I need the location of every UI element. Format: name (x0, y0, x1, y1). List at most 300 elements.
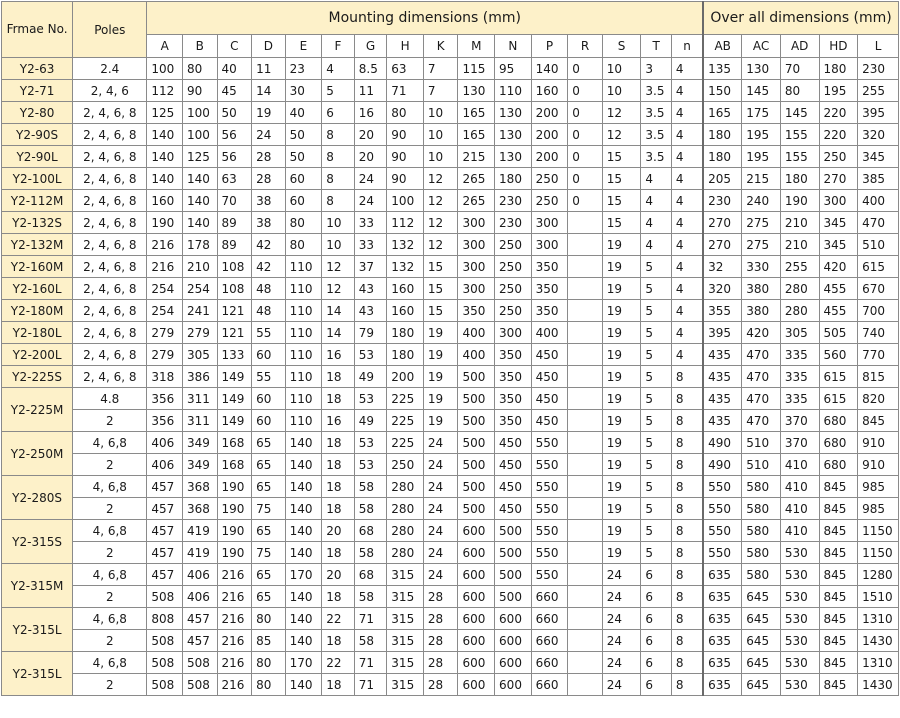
value-cell (568, 652, 603, 674)
value-cell: 24 (423, 454, 458, 476)
value-cell: 121 (217, 322, 252, 344)
value-cell: 845 (819, 564, 858, 586)
value-cell: 28 (252, 146, 286, 168)
value-cell: 400 (458, 344, 495, 366)
value-cell: 200 (531, 102, 568, 124)
value-cell: 615 (819, 366, 858, 388)
value-cell: 110 (285, 300, 322, 322)
value-cell: 457 (147, 498, 183, 520)
value-cell: 5 (322, 80, 355, 102)
value-cell: 175 (742, 102, 781, 124)
value-cell: 130 (458, 80, 495, 102)
poles-cell: 4, 6,8 (73, 520, 147, 542)
value-cell: 845 (858, 410, 899, 432)
frame-no-cell: Y2-315S (2, 520, 73, 564)
value-cell: 330 (742, 256, 781, 278)
value-cell: 140 (531, 58, 568, 80)
value-cell: 140 (285, 432, 322, 454)
value-cell: 470 (742, 410, 781, 432)
value-cell: 58 (354, 542, 387, 564)
value-cell: 5 (641, 256, 672, 278)
value-cell: 300 (531, 234, 568, 256)
value-cell: 14 (322, 300, 355, 322)
value-cell: 580 (742, 564, 781, 586)
value-cell: 845 (819, 674, 858, 696)
value-cell: 3.5 (641, 146, 672, 168)
table-row (2, 454, 899, 476)
value-cell: 24 (602, 608, 641, 630)
value-cell: 180 (703, 124, 742, 146)
frame-no-cell: Y2-315L (2, 608, 73, 652)
poles-cell: 2, 4, 6, 8 (73, 344, 147, 366)
value-cell: 350 (495, 344, 532, 366)
table-header (2, 2, 899, 58)
value-cell: 140 (285, 586, 322, 608)
value-cell: 140 (285, 520, 322, 542)
value-cell: 53 (354, 388, 387, 410)
value-cell: 16 (322, 410, 355, 432)
value-cell: 210 (780, 212, 819, 234)
frame-no-cell: Y2-315L (2, 652, 73, 696)
value-cell: 15 (602, 212, 641, 234)
frame-no-cell: Y2-71 (2, 80, 73, 102)
value-cell: 140 (285, 608, 322, 630)
value-cell: 300 (819, 190, 858, 212)
value-cell: 270 (703, 212, 742, 234)
poles-cell: 2 (73, 454, 147, 476)
value-cell: 100 (182, 124, 217, 146)
value-cell: 180 (819, 58, 858, 80)
value-cell: 190 (217, 476, 252, 498)
value-cell: 356 (147, 388, 183, 410)
value-cell: 18 (322, 586, 355, 608)
value-cell: 560 (819, 344, 858, 366)
value-cell: 250 (531, 168, 568, 190)
value-cell: 95 (495, 58, 532, 80)
value-cell: 600 (458, 542, 495, 564)
value-cell: 255 (780, 256, 819, 278)
value-cell: 145 (742, 80, 781, 102)
value-cell: 190 (217, 498, 252, 520)
value-cell: 19 (602, 322, 641, 344)
value-cell: 19 (602, 234, 641, 256)
value-cell: 65 (252, 432, 286, 454)
value-cell: 435 (703, 410, 742, 432)
value-cell: 845 (819, 586, 858, 608)
value-cell: 420 (819, 256, 858, 278)
value-cell: 255 (858, 80, 899, 102)
value-cell: 37 (354, 256, 387, 278)
value-cell: 190 (217, 542, 252, 564)
value-cell: 18 (322, 630, 355, 652)
value-cell: 90 (387, 168, 424, 190)
value-cell: 645 (742, 652, 781, 674)
value-cell: 58 (354, 498, 387, 520)
value-cell: 6 (641, 630, 672, 652)
value-cell: 19 (602, 432, 641, 454)
poles-cell: 2, 4, 6, 8 (73, 190, 147, 212)
frame-no-cell: Y2-160L (2, 278, 73, 300)
value-cell: 419 (182, 542, 217, 564)
value-cell: 450 (531, 344, 568, 366)
value-cell: 110 (285, 366, 322, 388)
column-header-hd: HD (819, 35, 858, 58)
table-row (2, 124, 899, 146)
value-cell: 225 (387, 388, 424, 410)
value-cell: 140 (285, 498, 322, 520)
value-cell: 510 (742, 432, 781, 454)
value-cell: 68 (354, 564, 387, 586)
value-cell: 600 (495, 608, 532, 630)
value-cell: 4 (641, 190, 672, 212)
value-cell: 190 (780, 190, 819, 212)
frame-no-cell: Y2-100L (2, 168, 73, 190)
value-cell: 140 (285, 542, 322, 564)
value-cell: 60 (252, 388, 286, 410)
value-cell: 10 (322, 234, 355, 256)
value-cell: 24 (423, 498, 458, 520)
value-cell: 580 (742, 476, 781, 498)
value-cell: 58 (354, 630, 387, 652)
value-cell: 335 (780, 366, 819, 388)
value-cell: 500 (458, 410, 495, 432)
value-cell: 216 (217, 586, 252, 608)
value-cell: 43 (354, 278, 387, 300)
value-cell: 150 (703, 80, 742, 102)
table-row (2, 564, 899, 586)
value-cell: 200 (387, 366, 424, 388)
value-cell: 500 (458, 498, 495, 520)
value-cell: 8 (671, 498, 703, 520)
value-cell: 18 (322, 476, 355, 498)
value-cell: 160 (387, 300, 424, 322)
value-cell: 530 (780, 586, 819, 608)
column-header-a: A (147, 35, 183, 58)
value-cell: 645 (742, 586, 781, 608)
frame-no-header: Frmae No. (2, 2, 73, 58)
value-cell: 8.5 (354, 58, 387, 80)
value-cell: 455 (819, 300, 858, 322)
value-cell: 75 (252, 542, 286, 564)
value-cell: 500 (458, 366, 495, 388)
motor-dimensions-table (1, 1, 899, 696)
value-cell: 110 (285, 388, 322, 410)
value-cell: 155 (780, 146, 819, 168)
value-cell: 15 (602, 146, 641, 168)
poles-cell: 2, 4, 6, 8 (73, 102, 147, 124)
value-cell: 4 (671, 300, 703, 322)
frame-no-cell: Y2-280S (2, 476, 73, 520)
value-cell: 8 (671, 410, 703, 432)
value-cell: 80 (252, 608, 286, 630)
value-cell: 320 (858, 124, 899, 146)
value-cell: 8 (671, 652, 703, 674)
value-cell: 345 (858, 146, 899, 168)
value-cell: 20 (354, 124, 387, 146)
value-cell: 18 (322, 388, 355, 410)
value-cell: 1150 (858, 542, 899, 564)
poles-cell: 2, 4, 6, 8 (73, 300, 147, 322)
value-cell: 60 (252, 344, 286, 366)
value-cell: 315 (387, 630, 424, 652)
value-cell: 6 (641, 564, 672, 586)
value-cell: 230 (495, 190, 532, 212)
value-cell (568, 520, 603, 542)
value-cell: 1310 (858, 608, 899, 630)
value-cell: 45 (217, 80, 252, 102)
value-cell: 5 (641, 476, 672, 498)
value-cell: 140 (285, 674, 322, 696)
value-cell: 450 (495, 432, 532, 454)
value-cell: 24 (423, 542, 458, 564)
value-cell: 71 (354, 652, 387, 674)
value-cell: 5 (641, 454, 672, 476)
value-cell: 645 (742, 630, 781, 652)
value-cell: 5 (641, 322, 672, 344)
value-cell: 270 (819, 168, 858, 190)
value-cell: 12 (602, 124, 641, 146)
value-cell: 550 (703, 476, 742, 498)
value-cell: 457 (147, 520, 183, 542)
value-cell: 130 (742, 58, 781, 80)
value-cell (568, 388, 603, 410)
value-cell: 110 (285, 256, 322, 278)
value-cell: 406 (147, 454, 183, 476)
value-cell: 132 (387, 234, 424, 256)
value-cell: 135 (703, 58, 742, 80)
poles-cell: 2 (73, 542, 147, 564)
value-cell: 400 (458, 322, 495, 344)
value-cell: 350 (495, 388, 532, 410)
value-cell: 490 (703, 454, 742, 476)
value-cell: 280 (387, 520, 424, 542)
value-cell: 160 (147, 190, 183, 212)
value-cell: 845 (819, 520, 858, 542)
value-cell: 368 (182, 498, 217, 520)
value-cell: 600 (458, 608, 495, 630)
value-cell (568, 410, 603, 432)
value-cell: 216 (217, 564, 252, 586)
table-row (2, 520, 899, 542)
value-cell: 410 (780, 476, 819, 498)
value-cell: 71 (354, 608, 387, 630)
value-cell: 550 (531, 520, 568, 542)
value-cell: 5 (641, 498, 672, 520)
value-cell: 8 (671, 674, 703, 696)
value-cell: 6 (641, 674, 672, 696)
value-cell: 4 (641, 234, 672, 256)
value-cell: 910 (858, 432, 899, 454)
value-cell: 16 (354, 102, 387, 124)
value-cell: 195 (742, 146, 781, 168)
value-cell: 4 (671, 344, 703, 366)
value-cell: 530 (780, 608, 819, 630)
value-cell: 130 (495, 102, 532, 124)
value-cell: 0 (568, 102, 603, 124)
value-cell: 241 (182, 300, 217, 322)
value-cell: 220 (819, 124, 858, 146)
column-header-e: E (285, 35, 322, 58)
value-cell: 510 (858, 234, 899, 256)
value-cell: 350 (531, 256, 568, 278)
value-cell: 18 (322, 542, 355, 564)
column-header-t: T (641, 35, 672, 58)
value-cell: 58 (354, 586, 387, 608)
value-cell: 315 (387, 564, 424, 586)
value-cell: 8 (671, 476, 703, 498)
value-cell: 180 (703, 146, 742, 168)
value-cell: 250 (495, 256, 532, 278)
overall-dimensions-header: Over all dimensions (mm) (703, 2, 898, 35)
value-cell: 1280 (858, 564, 899, 586)
value-cell: 615 (819, 388, 858, 410)
value-cell: 10 (322, 212, 355, 234)
value-cell: 18 (322, 432, 355, 454)
column-header-k: K (423, 35, 458, 58)
value-cell: 100 (182, 102, 217, 124)
value-cell: 53 (354, 432, 387, 454)
value-cell: 11 (252, 58, 286, 80)
value-cell: 130 (495, 124, 532, 146)
value-cell: 8 (671, 520, 703, 542)
value-cell: 40 (285, 102, 322, 124)
value-cell: 3.5 (641, 124, 672, 146)
value-cell: 8 (671, 366, 703, 388)
value-cell: 28 (252, 168, 286, 190)
value-cell: 4 (671, 102, 703, 124)
poles-cell: 2, 4, 6, 8 (73, 366, 147, 388)
value-cell: 65 (252, 520, 286, 542)
value-cell: 615 (858, 256, 899, 278)
value-cell: 55 (252, 322, 286, 344)
value-cell: 100 (147, 58, 183, 80)
value-cell: 254 (182, 278, 217, 300)
value-cell: 635 (703, 564, 742, 586)
frame-no-cell: Y2-315M (2, 564, 73, 608)
value-cell: 530 (780, 564, 819, 586)
value-cell: 470 (742, 344, 781, 366)
value-cell: 700 (858, 300, 899, 322)
value-cell: 140 (182, 190, 217, 212)
table-row (2, 256, 899, 278)
value-cell: 19 (423, 410, 458, 432)
value-cell: 279 (147, 322, 183, 344)
value-cell: 216 (217, 608, 252, 630)
poles-cell: 2, 4, 6 (73, 80, 147, 102)
value-cell: 0 (568, 190, 603, 212)
value-cell: 89 (217, 212, 252, 234)
value-cell: 275 (742, 234, 781, 256)
table-row (2, 80, 899, 102)
table-row (2, 344, 899, 366)
value-cell: 265 (458, 168, 495, 190)
table-row (2, 190, 899, 212)
value-cell: 3 (641, 58, 672, 80)
value-cell: 985 (858, 498, 899, 520)
value-cell: 820 (858, 388, 899, 410)
value-cell: 550 (531, 476, 568, 498)
value-cell: 80 (285, 212, 322, 234)
value-cell: 108 (217, 278, 252, 300)
value-cell: 70 (217, 190, 252, 212)
value-cell: 80 (285, 234, 322, 256)
value-cell: 8 (322, 190, 355, 212)
column-header-s: S (602, 35, 641, 58)
value-cell: 20 (322, 520, 355, 542)
value-cell: 530 (780, 652, 819, 674)
value-cell: 815 (858, 366, 899, 388)
value-cell: 0 (568, 146, 603, 168)
value-cell (568, 586, 603, 608)
column-header-g: G (354, 35, 387, 58)
value-cell: 30 (285, 80, 322, 102)
value-cell: 8 (322, 146, 355, 168)
value-cell: 368 (182, 476, 217, 498)
value-cell: 60 (285, 190, 322, 212)
value-cell: 112 (147, 80, 183, 102)
value-cell: 8 (671, 388, 703, 410)
value-cell: 8 (322, 168, 355, 190)
value-cell: 200 (531, 124, 568, 146)
value-cell: 125 (147, 102, 183, 124)
value-cell: 230 (703, 190, 742, 212)
value-cell: 508 (147, 586, 183, 608)
value-cell: 68 (354, 520, 387, 542)
value-cell: 6 (641, 652, 672, 674)
value-cell: 24 (602, 586, 641, 608)
value-cell: 55 (252, 366, 286, 388)
value-cell: 300 (458, 234, 495, 256)
value-cell: 500 (458, 388, 495, 410)
value-cell: 140 (285, 476, 322, 498)
value-cell: 230 (858, 58, 899, 80)
value-cell: 350 (495, 410, 532, 432)
value-cell: 250 (495, 234, 532, 256)
value-cell (568, 542, 603, 564)
value-cell: 0 (568, 168, 603, 190)
value-cell: 125 (182, 146, 217, 168)
column-header-ad: AD (780, 35, 819, 58)
value-cell: 4 (671, 124, 703, 146)
value-cell: 600 (458, 564, 495, 586)
value-cell: 457 (182, 630, 217, 652)
value-cell: 49 (354, 366, 387, 388)
value-cell: 180 (387, 344, 424, 366)
value-cell: 19 (602, 388, 641, 410)
value-cell: 457 (182, 608, 217, 630)
table-body (2, 58, 899, 696)
value-cell: 4 (671, 256, 703, 278)
value-cell: 149 (217, 410, 252, 432)
poles-cell: 4, 6,8 (73, 476, 147, 498)
value-cell: 19 (602, 256, 641, 278)
frame-no-cell: Y2-200L (2, 344, 73, 366)
value-cell: 406 (182, 586, 217, 608)
poles-cell: 2.4 (73, 58, 147, 80)
value-cell: 215 (458, 146, 495, 168)
value-cell: 19 (602, 344, 641, 366)
value-cell: 395 (858, 102, 899, 124)
value-cell: 635 (703, 630, 742, 652)
value-cell: 19 (602, 454, 641, 476)
table-row (2, 674, 899, 696)
value-cell: 160 (531, 80, 568, 102)
value-cell: 71 (387, 80, 424, 102)
frame-no-cell: Y2-250M (2, 432, 73, 476)
value-cell: 250 (819, 146, 858, 168)
table-row (2, 234, 899, 256)
column-header-ac: AC (742, 35, 781, 58)
